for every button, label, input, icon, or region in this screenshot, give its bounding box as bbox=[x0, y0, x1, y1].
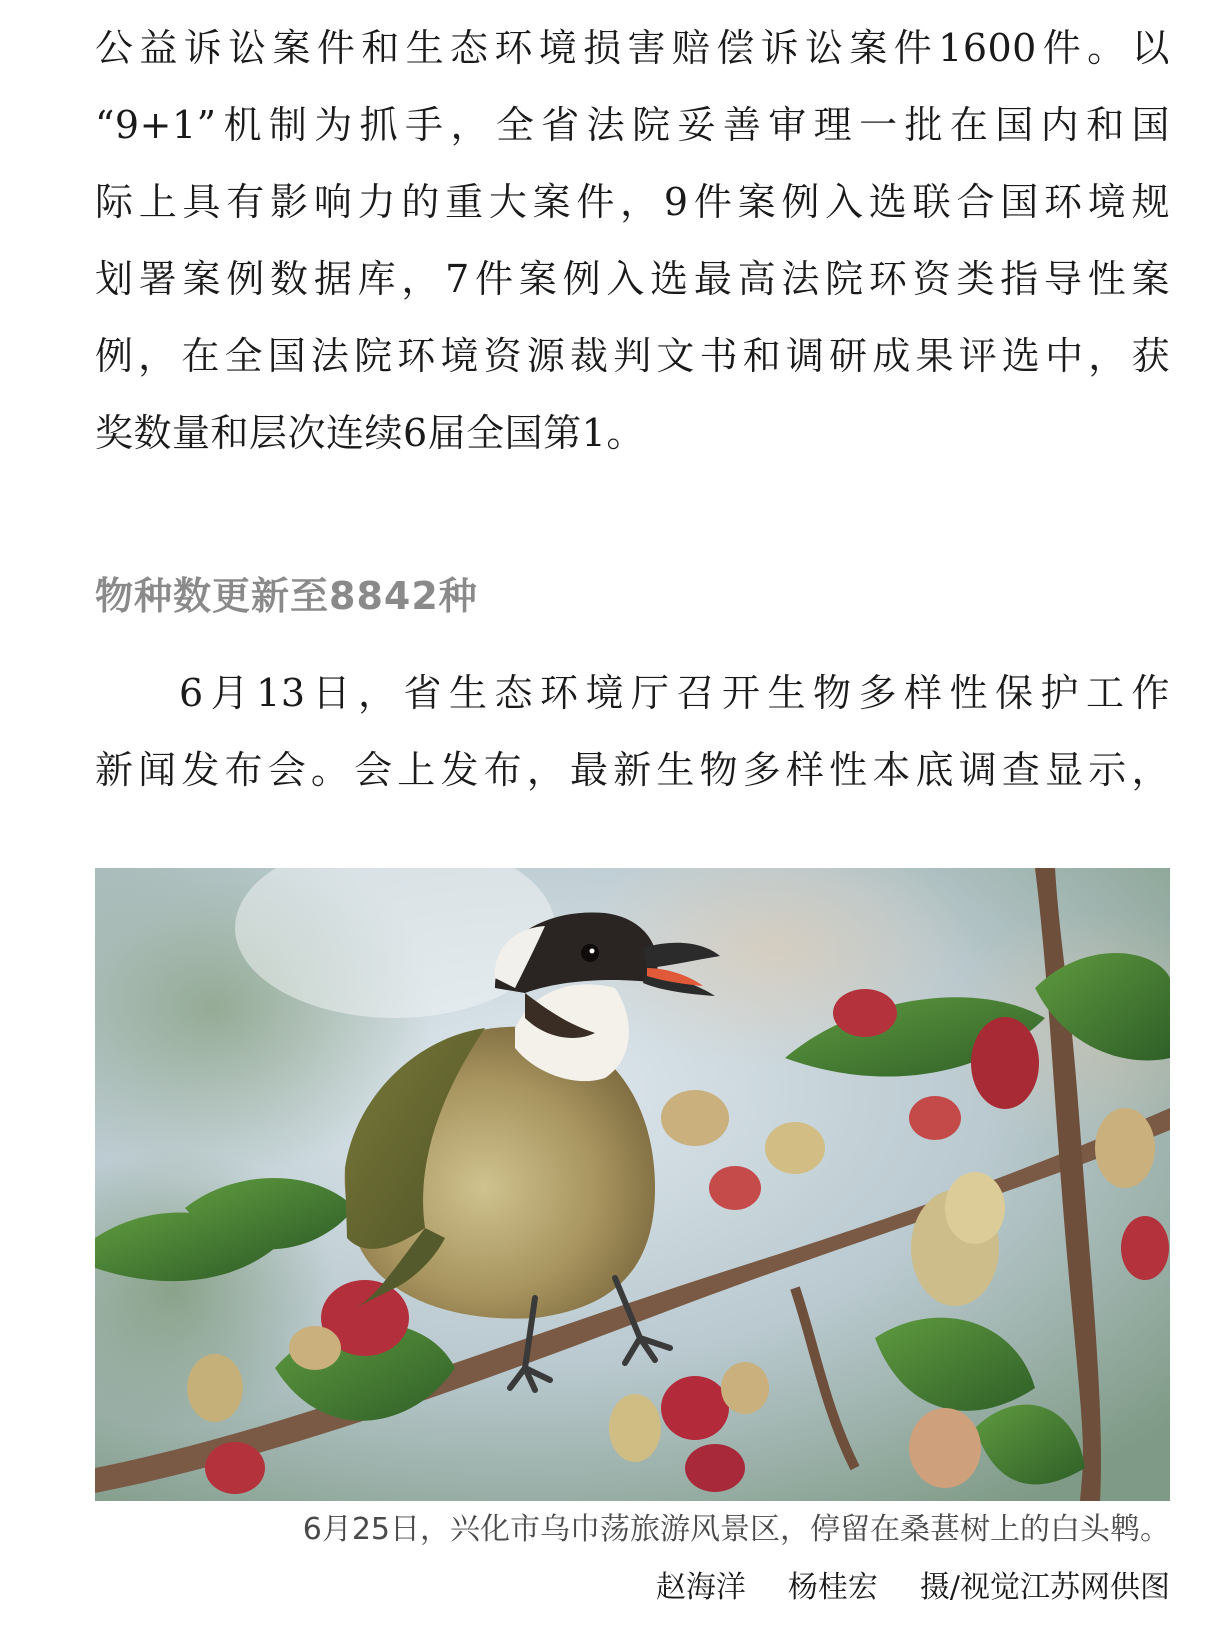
text-line: 划署案例数据库，7件案例入选最高法院环资类指导性案 bbox=[95, 257, 1170, 301]
bird-photo bbox=[95, 868, 1170, 1501]
text-line: “9+1”机制为抓手，全省法院妥善审理一批在国内和国 bbox=[95, 103, 1170, 147]
text-line: 公益诉讼案件和生态环境损害赔偿诉讼案件1600件。以 bbox=[95, 26, 1170, 70]
bird-photo-illustration bbox=[95, 868, 1170, 1501]
paragraph-biodiversity bbox=[95, 655, 1170, 809]
section-subheading: 物种数更新至8842种 bbox=[95, 574, 478, 618]
text-line: 例，在全国法院环境资源裁判文书和调研成果评选中，获 bbox=[95, 334, 1170, 378]
text-line: 奖数量和层次连续6届全国第1。 bbox=[95, 411, 645, 455]
photo-source: 摄/视觉江苏网供图 bbox=[919, 1570, 1170, 1605]
photographer-name-1: 赵海洋 bbox=[655, 1570, 746, 1605]
photo-credit bbox=[656, 1566, 1170, 1610]
text-line: 际上具有影响力的重大案件，9件案例入选联合国环境规 bbox=[95, 180, 1170, 224]
paragraph-court-cases bbox=[95, 10, 1170, 472]
photo-caption: 6月25日，兴化市乌巾荡旅游风景区，停留在桑葚树上的白头鹎。 bbox=[302, 1512, 1170, 1547]
text-line: 新闻发布会。会上发布，最新生物多样性本底调查显示， bbox=[95, 748, 1170, 792]
text-line: 6月13日，省生态环境厅召开生物多样性保护工作 bbox=[179, 671, 1170, 715]
photographer-name-2: 杨桂宏 bbox=[787, 1570, 878, 1605]
